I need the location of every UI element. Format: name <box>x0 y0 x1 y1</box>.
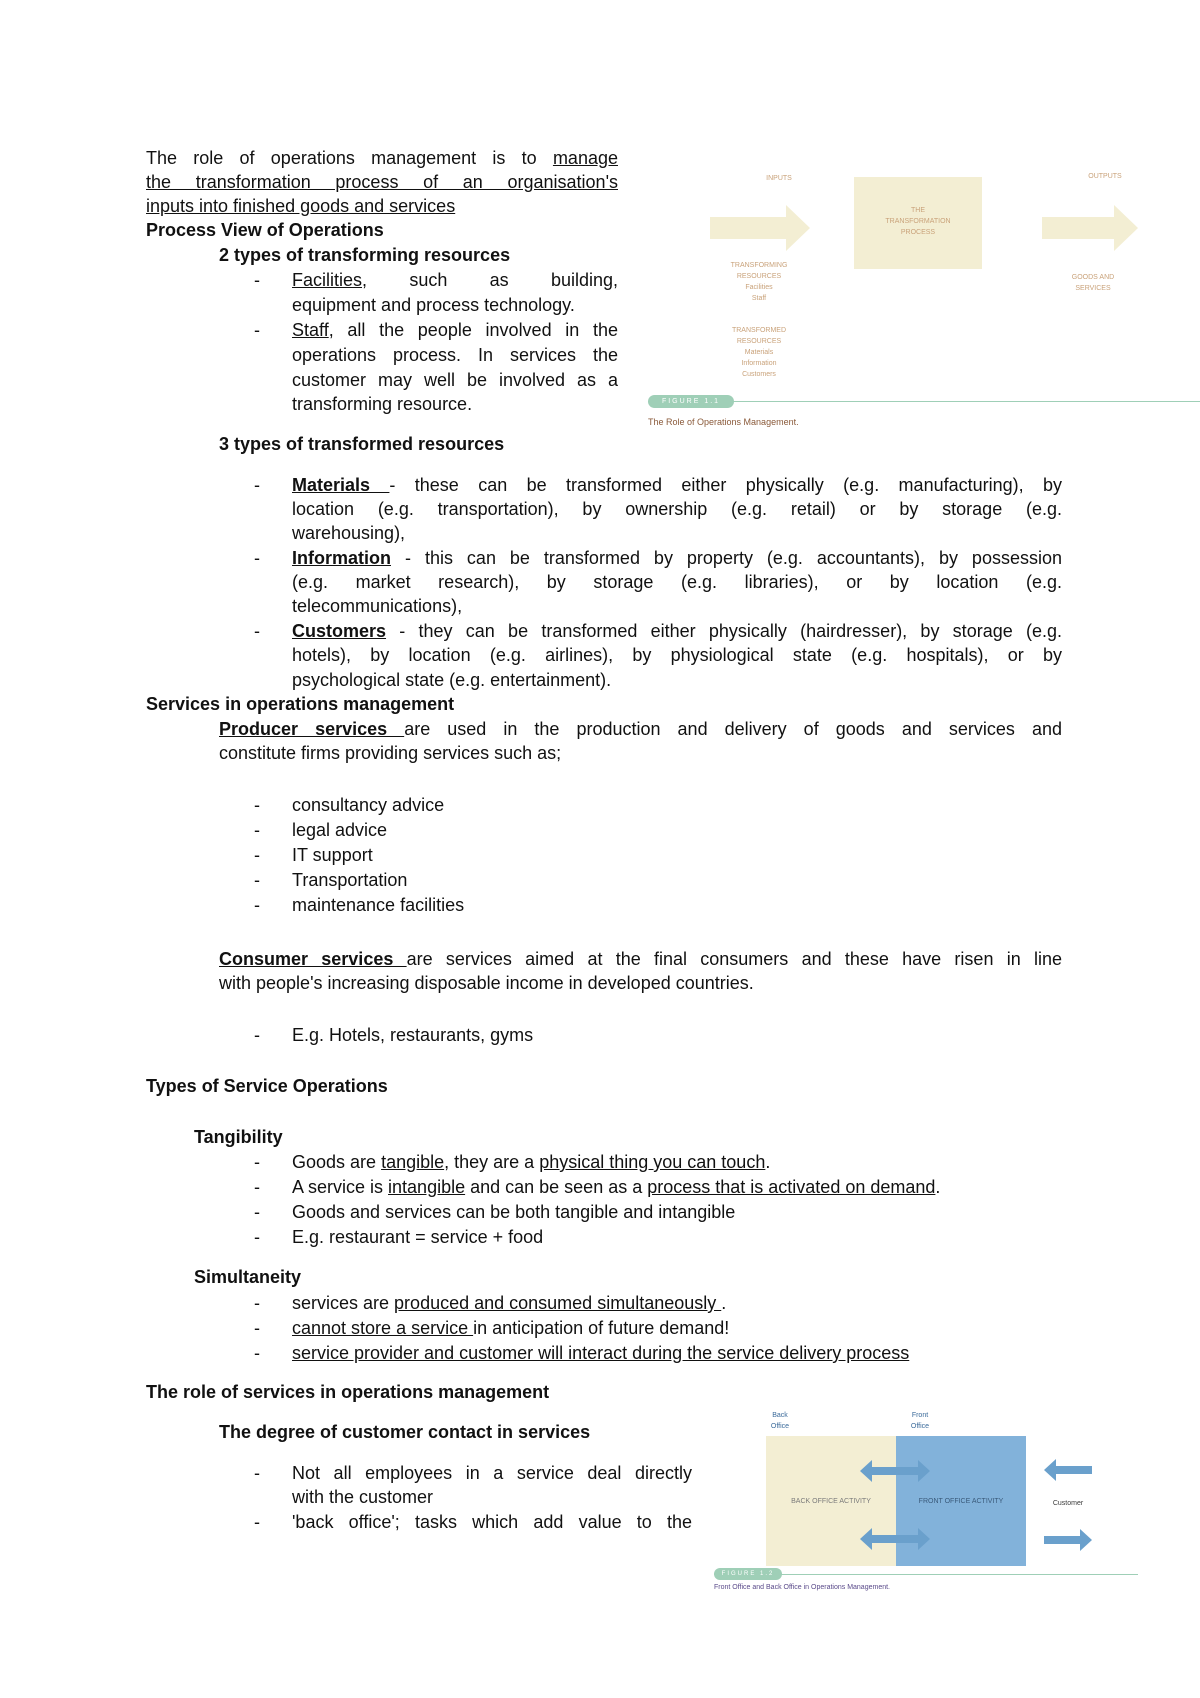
transforming-resources-label: Facilities <box>745 284 773 291</box>
process-line-3: PROCESS <box>900 229 936 236</box>
bullet-dash: - <box>254 795 260 815</box>
figure-caption: The Role of Operations Management. <box>648 417 799 427</box>
intro-line-3: inputs into finished goods and services <box>146 196 456 216</box>
simultaneity-item: service provider and customer will interact during the service delivery process <box>292 1343 910 1363</box>
staff-line-3: customer may well be involved as a <box>292 370 618 390</box>
front-office-label: Front <box>911 1412 929 1419</box>
back-office-label: Back <box>772 1412 788 1419</box>
bullet-dash: - <box>254 1227 260 1247</box>
outputs-arrow-icon <box>1042 205 1138 251</box>
information-line-2: (e.g. market research), by storage (e.g. libraries), or by location (e.g. <box>292 572 1062 592</box>
bullet-dash: - <box>254 1152 260 1172</box>
simultaneity-item: services are produced and consumed simultaneously . <box>292 1293 727 1313</box>
outputs-label: OUTPUTS <box>1088 173 1122 180</box>
consumer-example: E.g. Hotels, restaurants, gyms <box>292 1025 534 1045</box>
bullet-dash: - <box>254 895 260 915</box>
transforming-resources-label: Staff <box>751 295 767 302</box>
double-arrow-icon <box>860 1458 930 1484</box>
customers-line-1: Customers - they can be transformed either physically (hairdresser), by storage (e.g. <box>292 621 1062 641</box>
process-line-2: TRANSFORMATION <box>885 218 951 225</box>
goods-services-label: SERVICES <box>1075 285 1111 292</box>
intro-line-2: the transformation process of an organisation's <box>146 172 618 192</box>
transforming-resources-label: RESOURCES <box>736 273 782 280</box>
tangibility-item: A service is intangible and can be seen as a process that is activated on demand. <box>292 1177 941 1197</box>
bullet-dash: - <box>254 1293 260 1313</box>
figure-1-2 <box>710 1410 1140 1590</box>
double-arrow-icon <box>860 1526 930 1552</box>
bullet-dash: - <box>254 870 260 890</box>
bullet-dash: - <box>254 845 260 865</box>
contact-item-2-line-1: 'back office'; tasks which add value to the <box>292 1512 692 1532</box>
bullet-dash: - <box>254 1177 260 1197</box>
transforming-resources-label: TRANSFORMING <box>730 262 788 269</box>
front-office-label: Office <box>910 1423 930 1430</box>
producer-item: Transportation <box>292 870 408 890</box>
bullet-dash: - <box>254 1512 260 1532</box>
tangibility-item: E.g. restaurant = service + food <box>292 1227 544 1247</box>
producer-item: maintenance facilities <box>292 895 465 915</box>
figure-badge: FIGURE 1.2 <box>714 1568 782 1580</box>
bullet-dash: - <box>254 475 260 495</box>
front-office-activity: FRONT OFFICE ACTIVITY <box>918 1498 1004 1505</box>
contact-item-1-line-1: Not all employees in a service deal directly <box>292 1463 692 1483</box>
inputs-arrow-icon <box>710 205 810 251</box>
producer-item: IT support <box>292 845 373 865</box>
simultaneity-heading: Simultaneity <box>194 1267 302 1287</box>
customers-line-2: hotels), by location (e.g. airlines), by physiological state (e.g. hospitals), or by <box>292 645 1062 665</box>
inputs-label: INPUTS <box>766 175 792 182</box>
transformed-resources-label: TRANSFORMED <box>731 327 787 334</box>
producer-item: consultancy advice <box>292 795 445 815</box>
transformed-resources-label: Information <box>741 360 777 367</box>
simultaneity-item: cannot store a service in anticipation of future demand! <box>292 1318 730 1338</box>
right-arrow-icon <box>1044 1528 1092 1552</box>
bullet-dash: - <box>254 548 260 568</box>
goods-services-label: GOODS AND <box>1071 274 1115 281</box>
tangibility-item: Goods are tangible, they are a physical thing you can touch. <box>292 1152 771 1172</box>
bullet-dash: - <box>254 621 260 641</box>
bullet-dash: - <box>254 820 260 840</box>
intro-line-1: The role of operations management is to manage <box>146 148 618 168</box>
bullet-dash: - <box>254 1343 260 1363</box>
process-view-heading: Process View of Operations <box>146 220 384 240</box>
bullet-dash: - <box>254 1463 260 1483</box>
transformed-resources-label: RESOURCES <box>736 338 782 345</box>
facilities-line-1: Facilities, such as building, <box>292 270 618 290</box>
transformed-heading: 3 types of transformed resources <box>219 434 505 454</box>
materials-line-2: location (e.g. transportation), by ownership (e.g. retail) or by storage (e.g. <box>292 499 1062 519</box>
process-line-1: THE <box>911 207 925 214</box>
types-heading: Types of Service Operations <box>146 1076 388 1096</box>
materials-line-1: Materials - these can be transformed either physically (e.g. manufacturing), by <box>292 475 1063 495</box>
figure-badge: FIGURE 1.1 <box>648 395 734 408</box>
services-heading: Services in operations management <box>146 694 455 714</box>
bullet-dash: - <box>254 1318 260 1338</box>
facilities-line-2: equipment and process technology. <box>292 295 575 315</box>
contact-item-1-line-2: with the customer <box>292 1487 434 1507</box>
producer-line-2: constitute firms providing services such as; <box>219 743 562 763</box>
tangibility-item: Goods and services can be both tangible and intangible <box>292 1202 736 1222</box>
role-services-heading: The role of services in operations management <box>146 1382 550 1402</box>
customers-line-3: psychological state (e.g. entertainment). <box>292 670 612 690</box>
bullet-dash: - <box>254 320 260 340</box>
customer-label: Customer <box>1052 1500 1084 1507</box>
bullet-dash: - <box>254 1025 260 1045</box>
producer-line-1: Producer services are used in the production and delivery of goods and services and <box>219 719 1062 739</box>
back-office-activity: BACK OFFICE ACTIVITY <box>791 1498 871 1505</box>
staff-line-4: transforming resource. <box>292 394 473 414</box>
staff-line-2: operations process. In services the <box>292 345 618 365</box>
left-arrow-icon <box>1044 1458 1092 1482</box>
staff-line-1: Staff, all the people involved in the <box>292 320 618 340</box>
figure-caption: Front Office and Back Office in Operations Management. <box>714 1584 890 1591</box>
tangibility-heading: Tangibility <box>194 1127 283 1147</box>
information-line-1: Information - this can be transformed by property (e.g. accountants), by possession <box>292 548 1062 568</box>
consumer-line-2: with people's increasing disposable income in developed countries. <box>219 973 754 993</box>
transformed-resources-label: Customers <box>742 371 776 378</box>
transformed-resources-label: Materials <box>744 349 774 356</box>
consumer-line-1: Consumer services are services aimed at the final consumers and these have risen in line <box>219 949 1062 969</box>
materials-line-3: warehousing), <box>292 523 406 543</box>
information-line-3: telecommunications), <box>292 596 463 616</box>
back-office-label: Office <box>770 1423 790 1430</box>
transforming-heading: 2 types of transforming resources <box>219 245 511 265</box>
bullet-dash: - <box>254 270 260 290</box>
producer-item: legal advice <box>292 820 388 840</box>
customer-contact-heading: The degree of customer contact in services <box>219 1422 591 1442</box>
bullet-dash: - <box>254 1202 260 1222</box>
figure-1-1 <box>648 165 1200 435</box>
